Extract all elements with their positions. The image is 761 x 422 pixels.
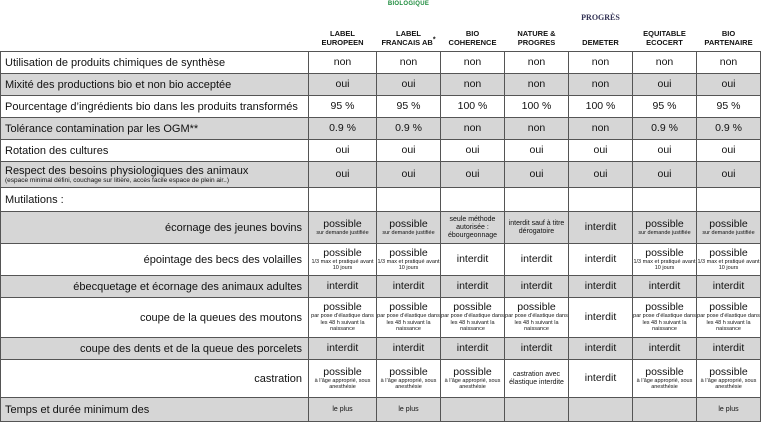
cell-note: par pose d’élastique dans les 48 h suivant la naissance — [311, 313, 374, 333]
cell-value: possible — [709, 301, 748, 314]
table-cell — [633, 96, 697, 118]
cell-value: interdit — [712, 280, 745, 292]
table-cell — [441, 298, 505, 338]
table-cell — [569, 212, 633, 244]
column-header-line2: ECOCERT — [646, 38, 683, 47]
table-cell — [505, 140, 569, 162]
cell-value: oui — [721, 144, 736, 156]
table-cell — [569, 244, 633, 276]
cell-value: oui — [721, 78, 736, 90]
criterion-text: Rotation des cultures — [5, 144, 109, 157]
cell-value: possible — [645, 365, 684, 378]
table-cell — [441, 338, 505, 360]
table-cell — [505, 398, 569, 422]
cell-value: non — [591, 78, 610, 90]
cell-value: non — [655, 56, 674, 68]
criterion-label — [1, 96, 309, 118]
table-cell — [441, 162, 505, 188]
cell-note: par pose d’élastique dans les 48 h suivant la naissance — [697, 313, 760, 333]
table-cell — [569, 188, 633, 212]
cell-text: interdit sauf à titre dérogatoire — [508, 219, 565, 235]
cell-value: interdit — [326, 342, 359, 354]
table-cell — [697, 162, 761, 188]
cell-value: oui — [335, 168, 350, 180]
cell-value: 0.9 % — [651, 122, 678, 134]
cell-value: oui — [465, 144, 480, 156]
header-row — [1, 0, 761, 52]
cell-value: possible — [645, 246, 684, 259]
cell-value: oui — [529, 144, 544, 156]
table-cell — [309, 360, 377, 398]
cell-text: le plus — [718, 405, 739, 413]
table-row — [1, 338, 761, 360]
cell-value: non — [527, 78, 546, 90]
table-row — [1, 298, 761, 338]
table-cell — [309, 338, 377, 360]
cell-value: oui — [657, 168, 672, 180]
column-header-line1: BIO — [465, 29, 480, 38]
cell-value: interdit — [584, 311, 617, 323]
table-cell — [377, 298, 441, 338]
cell-note: à l’âge approprié, sous anesthésie — [444, 377, 501, 390]
table-cell — [697, 244, 761, 276]
table-cell — [697, 298, 761, 338]
criterion-text: Utilisation de produits chimiques de synthèse — [5, 56, 226, 69]
table-cell — [309, 52, 377, 74]
column-header-line2: DEMETER — [582, 38, 619, 47]
table-cell — [697, 398, 761, 422]
cell-value: 0.9 % — [329, 122, 356, 134]
table-cell — [377, 188, 441, 212]
cell-value: oui — [335, 144, 350, 156]
table-cell — [697, 276, 761, 298]
table-cell — [633, 74, 697, 96]
cell-value: interdit — [584, 342, 617, 354]
column-header-line2: EUROPEEN — [321, 38, 364, 47]
criterion-text: Pourcentage d’ingrédients bio dans les produits transformés — [5, 100, 298, 113]
cell-note: sur demande justifiée — [382, 229, 435, 236]
table-cell — [569, 52, 633, 74]
table-cell — [569, 162, 633, 188]
column-header-line1: NATURE & — [517, 29, 556, 38]
cell-value: interdit — [392, 342, 425, 354]
table-cell — [633, 212, 697, 244]
criterion-label — [1, 360, 309, 398]
cell-value: non — [591, 56, 610, 68]
cell-value: possible — [389, 365, 428, 378]
cell-note: à l’âge approprié, sous anesthésie — [700, 377, 757, 390]
cell-value: non — [463, 78, 482, 90]
table-cell — [441, 52, 505, 74]
table-cell — [633, 52, 697, 74]
criterion-text: ébecquetage et écornage des animaux adultes — [73, 280, 302, 293]
table-row — [1, 52, 761, 74]
cell-value: non — [463, 56, 482, 68]
table-cell — [441, 96, 505, 118]
table-cell — [377, 398, 441, 422]
table-cell — [377, 360, 441, 398]
table-cell — [505, 360, 569, 398]
criterion-label — [1, 118, 309, 140]
table-cell — [441, 360, 505, 398]
cell-note: sur demande justifiée — [638, 229, 691, 236]
cell-value: interdit — [326, 280, 359, 292]
table-cell — [633, 298, 697, 338]
table-cell — [377, 118, 441, 140]
cell-text: seule méthode autorisée : ébourgeonnage — [447, 215, 498, 239]
table-cell — [633, 398, 697, 422]
label-logo: PROGRÈS — [581, 13, 620, 22]
table-cell — [697, 118, 761, 140]
table-cell — [309, 398, 377, 422]
cell-note: par pose d’élastique dans les 48 h suivant la naissance — [633, 313, 696, 333]
criterion-label — [1, 276, 309, 298]
cell-value: oui — [721, 168, 736, 180]
table-cell — [697, 212, 761, 244]
cell-value: oui — [401, 144, 416, 156]
cell-value: interdit — [648, 342, 681, 354]
column-header — [441, 0, 505, 52]
cell-value: 100 % — [521, 100, 552, 112]
cell-note: 1/3 max et pratiqué avant 10 jours — [311, 258, 374, 271]
table-cell — [505, 188, 569, 212]
column-header — [697, 0, 761, 52]
table-cell — [633, 162, 697, 188]
cell-value: possible — [453, 301, 492, 314]
column-header — [569, 0, 633, 52]
cell-value: non — [591, 122, 610, 134]
table-cell — [377, 96, 441, 118]
column-header — [377, 0, 441, 52]
table-row — [1, 360, 761, 398]
cell-value: 95 % — [396, 100, 421, 112]
cell-value: interdit — [712, 342, 745, 354]
cell-value: possible — [645, 217, 684, 230]
column-header-line1: EQUITABLE — [643, 29, 686, 38]
cell-value: interdit — [520, 342, 553, 354]
table-row — [1, 244, 761, 276]
column-header-line2: COHERENCE — [448, 38, 497, 47]
table-cell — [633, 360, 697, 398]
criterion-text: Temps et durée minimum des — [5, 403, 150, 416]
criterion-label — [1, 74, 309, 96]
table-row — [1, 140, 761, 162]
cell-value: 95 % — [652, 100, 677, 112]
table-cell — [377, 276, 441, 298]
table-cell — [505, 338, 569, 360]
cell-value: possible — [453, 365, 492, 378]
cell-value: possible — [517, 301, 556, 314]
criterion-text: castration — [254, 372, 302, 385]
cell-value: interdit — [520, 280, 553, 292]
table-cell — [309, 188, 377, 212]
table-cell — [505, 162, 569, 188]
table-row — [1, 74, 761, 96]
cell-value: possible — [645, 301, 684, 314]
table-cell — [633, 188, 697, 212]
cell-value: 100 % — [585, 100, 616, 112]
criterion-label — [1, 298, 309, 338]
table-cell — [505, 74, 569, 96]
cell-value: possible — [389, 217, 428, 230]
section-row — [1, 188, 761, 212]
criterion-label — [1, 398, 309, 422]
cell-value: non — [527, 122, 546, 134]
cell-note: 1/3 max et pratiqué avant 10 jours — [697, 258, 760, 271]
table-cell — [697, 96, 761, 118]
table-row — [1, 162, 761, 188]
criterion-note: (espace minimal défini, couchage sur litière, accès facile espace de plein air..) — [5, 177, 230, 184]
table-cell — [633, 118, 697, 140]
table-cell — [309, 162, 377, 188]
table-cell — [569, 298, 633, 338]
table-cell — [633, 338, 697, 360]
table-cell — [377, 244, 441, 276]
cell-value: 100 % — [457, 100, 488, 112]
table-cell — [309, 96, 377, 118]
cell-value: possible — [323, 246, 362, 259]
table-cell — [377, 212, 441, 244]
cell-value: oui — [593, 144, 608, 156]
criterion-label — [1, 212, 309, 244]
table-cell — [309, 118, 377, 140]
cell-note: à l’âge approprié, sous anesthésie — [380, 377, 437, 390]
cell-value: 0.9 % — [715, 122, 742, 134]
criterion-text: coupe des dents et de la queue des porcelets — [80, 342, 302, 355]
column-header-line1: BIO — [721, 29, 736, 38]
cell-note: à l’âge approprié, sous anesthésie — [314, 377, 371, 390]
table-cell — [697, 188, 761, 212]
cell-value: interdit — [584, 221, 617, 233]
cell-note: à l’âge approprié, sous anesthésie — [636, 377, 693, 390]
column-header-line1: LABEL — [330, 29, 355, 38]
table-cell — [377, 338, 441, 360]
criterion-text: écornage des jeunes bovins — [165, 221, 302, 234]
cell-value: non — [333, 56, 352, 68]
table-cell — [309, 212, 377, 244]
cell-value: possible — [323, 301, 362, 314]
criterion-label — [1, 52, 309, 74]
cell-note: 1/3 max et pratiqué avant 10 jours — [377, 258, 440, 271]
table-cell — [441, 244, 505, 276]
column-header — [633, 0, 697, 52]
cell-value: oui — [593, 168, 608, 180]
table-cell — [697, 74, 761, 96]
table-cell — [309, 276, 377, 298]
table-cell — [697, 360, 761, 398]
cell-value: 95 % — [330, 100, 355, 112]
cell-note: par pose d’élastique dans les 48 h suivant la naissance — [377, 313, 440, 333]
cell-value: oui — [529, 168, 544, 180]
cell-value: possible — [323, 365, 362, 378]
table-cell — [569, 398, 633, 422]
criterion-label — [1, 162, 309, 188]
table-cell — [377, 52, 441, 74]
cell-value: possible — [709, 246, 748, 259]
table-cell — [569, 74, 633, 96]
criterion-text: Mixité des productions bio et non bio acceptée — [5, 78, 232, 91]
criterion-label — [1, 338, 309, 360]
cell-value: interdit — [456, 253, 489, 265]
column-header-line2: PROGRES — [517, 38, 556, 47]
cell-value: interdit — [456, 280, 489, 292]
column-header-footnote-mark: * — [432, 36, 436, 44]
table-cell — [569, 338, 633, 360]
table-cell — [441, 188, 505, 212]
table-cell — [441, 398, 505, 422]
cell-value: non — [719, 56, 738, 68]
cell-value: interdit — [584, 372, 617, 384]
table-cell — [441, 212, 505, 244]
cell-value: interdit — [648, 280, 681, 292]
table-cell — [309, 244, 377, 276]
table-row — [1, 96, 761, 118]
table-cell — [377, 140, 441, 162]
criterion-label — [1, 140, 309, 162]
cell-value: 0.9 % — [395, 122, 422, 134]
cell-text: le plus — [332, 405, 353, 413]
cell-value: possible — [709, 217, 748, 230]
criterion-label — [1, 188, 309, 212]
column-header-line1: LABEL — [396, 29, 421, 38]
table-cell — [697, 140, 761, 162]
table-cell — [377, 162, 441, 188]
cell-value: interdit — [584, 253, 617, 265]
table-cell — [441, 118, 505, 140]
criterion-text: épointage des becs des volailles — [143, 253, 302, 266]
table-row — [1, 398, 761, 422]
column-header — [505, 0, 569, 52]
table-cell — [505, 244, 569, 276]
cell-note: par pose d’élastique dans les 48 h suivant la naissance — [441, 313, 504, 333]
table-cell — [309, 298, 377, 338]
table-cell — [441, 74, 505, 96]
column-header-line2: FRANCAIS AB — [381, 38, 433, 47]
cell-value: oui — [401, 78, 416, 90]
cell-note: 1/3 max et pratiqué avant 10 jours — [633, 258, 696, 271]
table-body — [1, 52, 761, 422]
cell-value: oui — [657, 144, 672, 156]
table-cell — [505, 52, 569, 74]
table-cell — [309, 140, 377, 162]
criterion-text: Respect des besoins physiologiques des animaux — [5, 165, 249, 177]
criterion-text: Mutilations : — [5, 193, 64, 206]
cell-note: sur demande justifiée — [316, 229, 369, 236]
criterion-label — [1, 244, 309, 276]
criterion-text: coupe de la queues des moutons — [139, 311, 302, 324]
cell-value: interdit — [520, 253, 553, 265]
cell-value: possible — [323, 217, 362, 230]
table-cell — [633, 244, 697, 276]
cell-value: possible — [709, 365, 748, 378]
cell-value: non — [399, 56, 418, 68]
cell-value: possible — [389, 246, 428, 259]
table-cell — [505, 118, 569, 140]
table-row — [1, 212, 761, 244]
table-cell — [633, 276, 697, 298]
cell-note: par pose d’élastique dans les 48 h suivant la naissance — [505, 313, 568, 333]
cell-value: interdit — [392, 280, 425, 292]
cell-value: 95 % — [716, 100, 741, 112]
table-cell — [309, 74, 377, 96]
label-logo: BIOLOGIQUE — [387, 1, 430, 7]
cell-value: interdit — [456, 342, 489, 354]
cell-value: oui — [657, 78, 672, 90]
table-cell — [569, 360, 633, 398]
cell-value: oui — [465, 168, 480, 180]
cell-note: sur demande justifiée — [702, 229, 755, 236]
table-cell — [633, 140, 697, 162]
table-cell — [569, 118, 633, 140]
cell-value: possible — [389, 301, 428, 314]
table-cell — [569, 140, 633, 162]
table-cell — [441, 140, 505, 162]
table-row — [1, 276, 761, 298]
table-cell — [505, 276, 569, 298]
table-cell — [505, 212, 569, 244]
table-cell — [697, 52, 761, 74]
table-cell — [569, 276, 633, 298]
table-cell — [441, 276, 505, 298]
cell-value: oui — [401, 168, 416, 180]
table-cell — [697, 338, 761, 360]
table-cell — [505, 96, 569, 118]
cell-value: oui — [335, 78, 350, 90]
cell-text: castration avec élastique interdite — [509, 370, 564, 386]
cell-value: non — [463, 122, 482, 134]
table-row — [1, 118, 761, 140]
column-header-line2: PARTENAIRE — [704, 38, 753, 47]
header-corner — [1, 0, 309, 52]
cell-text: le plus — [398, 405, 419, 413]
criterion-text: Tolérance contamination par les OGM** — [5, 122, 199, 135]
cell-value: non — [527, 56, 546, 68]
table-cell — [377, 74, 441, 96]
table-cell — [505, 298, 569, 338]
cell-value: interdit — [584, 280, 617, 292]
table-cell — [569, 96, 633, 118]
column-header — [309, 0, 377, 52]
